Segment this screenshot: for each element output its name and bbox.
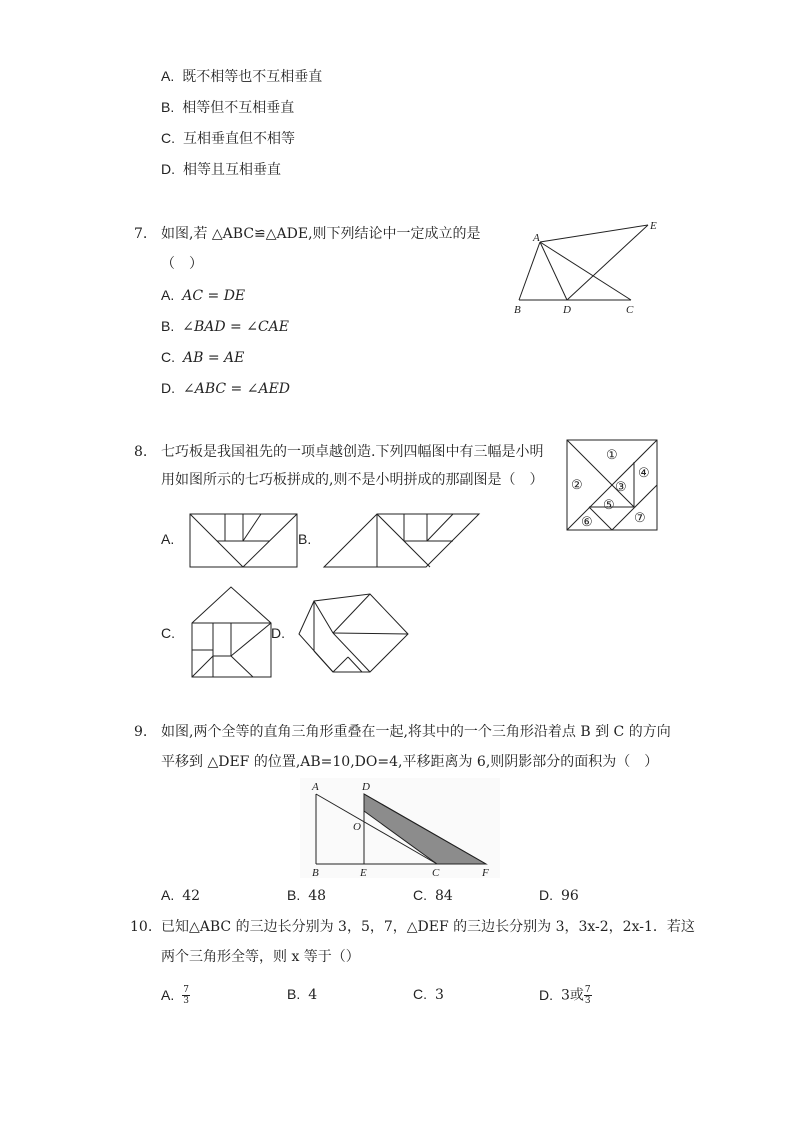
q8-option-d-shape xyxy=(298,593,410,679)
q6-option-d[interactable] xyxy=(161,160,281,179)
option-text: 相等且互相垂直 xyxy=(183,162,281,178)
tangram-piece-7: ⑦ xyxy=(634,510,646,525)
q9-option-a[interactable] xyxy=(161,886,200,905)
option-label: B. xyxy=(287,986,301,1002)
option-label: A. xyxy=(161,887,175,903)
option-text: 相等但不互相垂直 xyxy=(182,100,295,116)
q7-stem-line1: 如图,若 △ABC≌△ADE,则下列结论中一定成立的是 xyxy=(161,226,481,242)
option-label: A. xyxy=(161,986,175,1003)
label-e: E xyxy=(360,867,367,879)
option-label: C. xyxy=(161,349,175,365)
q8-option-b-shape xyxy=(323,513,483,569)
option-text: 42 xyxy=(182,888,201,904)
fraction xyxy=(584,985,592,1006)
option-label: B. xyxy=(161,99,175,115)
label-d: D xyxy=(362,781,370,793)
tangram-piece-5: ⑤ xyxy=(603,497,615,512)
label-o: O xyxy=(353,821,361,833)
q10-option-b[interactable] xyxy=(287,985,317,1004)
q8-option-c-shape xyxy=(191,586,276,680)
fraction-denominator: 3 xyxy=(183,996,189,1006)
option-label: A. xyxy=(161,287,175,303)
option-label: B. xyxy=(161,318,175,334)
option-label: D. xyxy=(539,986,553,1003)
label-c: C xyxy=(432,867,440,879)
q8-option-b-label[interactable]: B. xyxy=(298,531,312,547)
label-f: F xyxy=(482,867,489,879)
option-label: C. xyxy=(161,130,175,146)
option-text: 3或 xyxy=(561,987,584,1004)
option-text: AB = AE xyxy=(183,350,245,366)
option-text: 互相垂直但不相等 xyxy=(183,131,295,147)
option-label: B. xyxy=(287,887,301,903)
label-b: B xyxy=(514,304,521,316)
q7-triangle-figure xyxy=(505,215,675,320)
tangram-piece-3: ③ xyxy=(615,479,627,494)
option-label: D. xyxy=(539,887,553,903)
label-a: A xyxy=(533,232,540,244)
q8-stem-line2: 用如图所示的七巧板拼成的,则不是小明拼成的那副图是（ ） xyxy=(161,472,544,488)
q8-option-a-shape xyxy=(189,513,299,569)
option-label: A. xyxy=(161,68,175,84)
tangram-piece-4: ④ xyxy=(638,465,650,480)
fraction-numerator: 7 xyxy=(584,985,591,995)
label-b: B xyxy=(312,867,319,879)
q7-stem-line2: （ ） xyxy=(161,256,203,272)
q10-option-d[interactable] xyxy=(539,985,592,1006)
fraction-numerator: 7 xyxy=(183,985,189,995)
option-text: 3 xyxy=(435,987,444,1003)
q10-option-c[interactable] xyxy=(413,985,444,1004)
label-a: A xyxy=(312,781,319,793)
q6-option-c[interactable] xyxy=(161,129,295,148)
q7-option-a[interactable] xyxy=(161,286,245,305)
q9-option-c[interactable] xyxy=(413,886,453,905)
q9-option-d[interactable] xyxy=(539,886,579,905)
option-text: 既不相等也不互相垂直 xyxy=(182,69,323,85)
q8-option-c-label[interactable]: C. xyxy=(161,625,175,641)
option-text: AC = DE xyxy=(182,288,246,304)
option-text: 48 xyxy=(308,888,327,904)
q7-option-c[interactable] xyxy=(161,348,244,367)
q10-stem-line1: 已知△ABC 的三边长分别为 3，5，7，△DEF 的三边长分别为 3，3x-2，2x-1．若这 xyxy=(161,919,695,935)
q10-stem-line2: 两个三角形全等，则 x 等于（） xyxy=(161,949,360,965)
option-label: C. xyxy=(413,887,427,903)
option-label: D. xyxy=(161,161,175,177)
tangram-reference-figure xyxy=(566,439,658,531)
fraction-denominator: 3 xyxy=(584,996,591,1006)
q8-stem-line1: 七巧板是我国祖先的一项卓越创造.下列四幅图中有三幅是小明 xyxy=(161,444,544,460)
q7-option-d[interactable] xyxy=(161,379,290,398)
tangram-piece-1: ① xyxy=(606,447,618,462)
q7-option-b[interactable] xyxy=(161,317,289,336)
fraction xyxy=(182,985,190,1006)
label-c: C xyxy=(626,304,634,316)
q7-number: 7. xyxy=(134,226,148,242)
tangram-piece-6: ⑥ xyxy=(581,514,593,529)
option-text: ∠ABC = ∠AED xyxy=(183,381,291,397)
tangram-piece-2: ② xyxy=(571,477,583,492)
label-e: E xyxy=(650,220,657,232)
option-text: 96 xyxy=(561,888,579,904)
q8-option-a-label[interactable]: A. xyxy=(161,531,175,547)
q9-translation-figure xyxy=(300,778,500,880)
q8-number: 8. xyxy=(134,444,148,460)
q6-option-b[interactable] xyxy=(161,98,294,117)
q9-stem-line1: 如图,两个全等的直角三角形重叠在一起,将其中的一个三角形沿着点 B 到 C 的方向 xyxy=(161,724,671,740)
option-text: 84 xyxy=(435,888,453,904)
option-label: D. xyxy=(161,380,175,396)
q10-option-a[interactable] xyxy=(161,985,190,1006)
q10-number: 10. xyxy=(130,919,153,935)
q9-option-b[interactable] xyxy=(287,886,326,905)
q8-option-d-label[interactable]: D. xyxy=(271,625,285,641)
q6-option-a[interactable] xyxy=(161,67,322,86)
label-d: D xyxy=(563,304,571,316)
q9-stem-line2: 平移到 △DEF 的位置,AB=10,DO=4,平移距离为 6,则阴影部分的面积为（ ） xyxy=(161,754,659,770)
option-text: 4 xyxy=(308,987,318,1003)
q9-number: 9. xyxy=(134,724,148,740)
option-text: ∠BAD = ∠CAE xyxy=(182,319,289,335)
option-label: C. xyxy=(413,986,427,1002)
